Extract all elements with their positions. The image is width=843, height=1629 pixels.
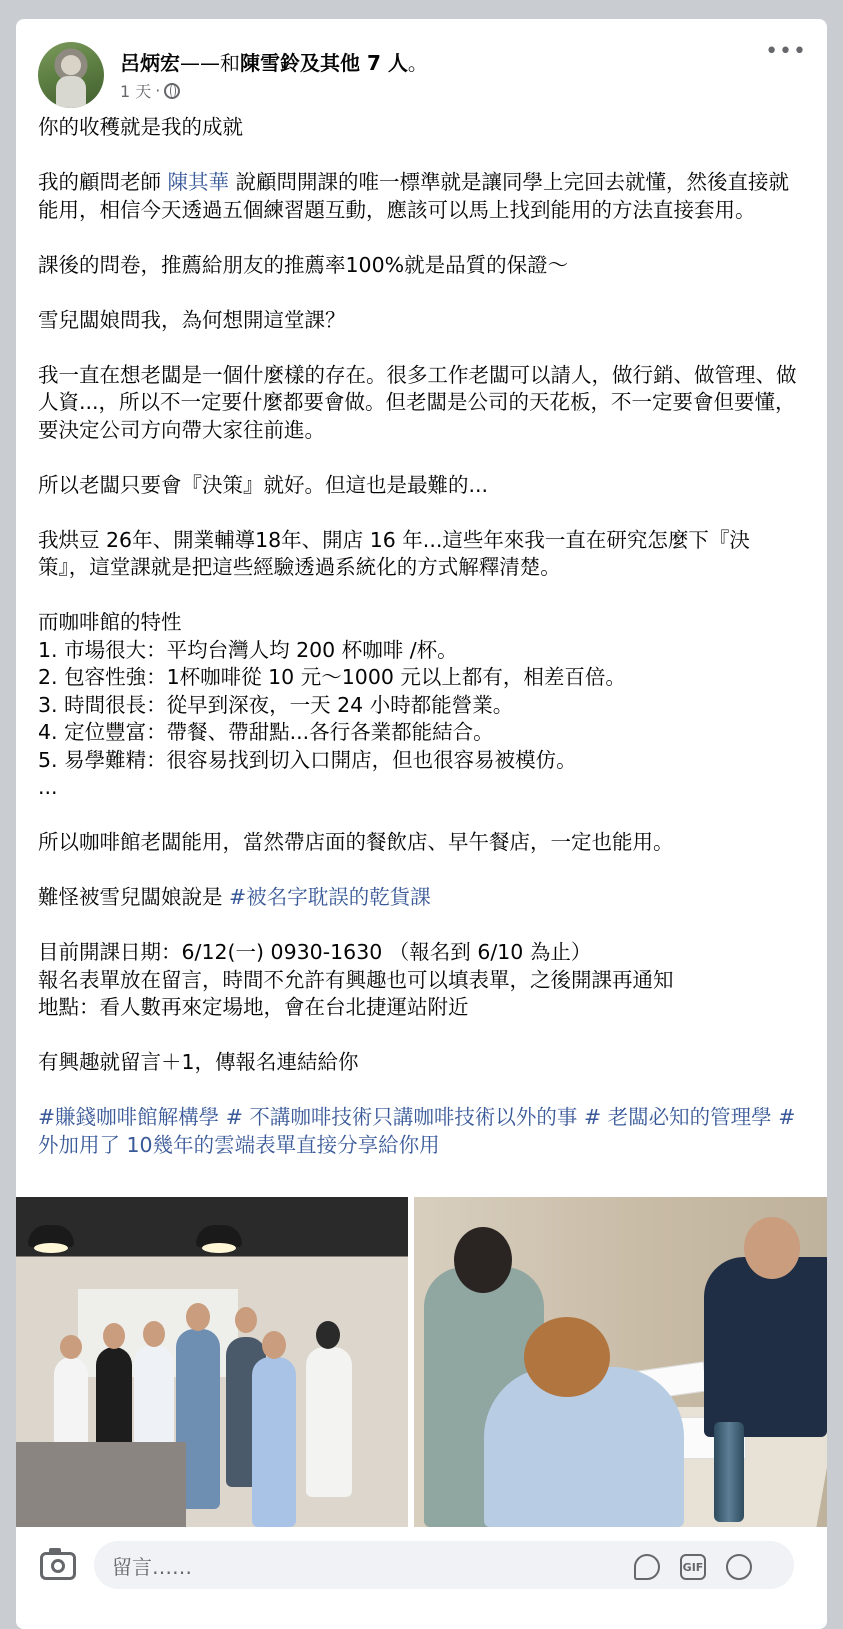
list-item: 2. 包容性強：1杯咖啡從 10 元～1000 元以上都有，相差百倍。 [38,665,626,689]
person-head [524,1317,610,1397]
ceiling-lamp [28,1225,74,1247]
meta-separator: · [155,81,161,100]
course-date: 目前開課日期：6/12(一) 0930-1630 （報名到 6/10 為止） [38,940,592,964]
post-header [16,19,827,111]
paragraph-2 [38,169,798,224]
photo-grid [16,1197,827,1527]
person [306,1347,352,1497]
paragraph-4: 雪兒闆娘問我，為何想開這堂課？ [38,307,346,332]
course-form-note: 報名表單放在留言，時間不允許有興趣也可以填表單，之後開課再通知 [38,967,674,992]
person-head [103,1323,125,1349]
list-item: 5. 易學難精：很容易找到切入口開店，但也很容易被模仿。 [38,747,577,772]
group-photo[interactable] [16,1197,408,1527]
globe-icon [164,83,180,99]
paragraph-1: 你的收穫就是我的成就 [38,115,243,139]
person-head [454,1227,512,1293]
camera-icon[interactable] [40,1552,76,1580]
comment-input[interactable] [94,1541,794,1589]
paragraph-2-after: 說顧問開課的唯一標準就是讓同學上完回去就懂，然後直接就能用，相信今天透過五個練習題互動，應該可以馬上找到能用的方法直接套用。 [38,170,790,222]
person-head [744,1217,800,1279]
author-line-end: 。 [407,51,428,75]
author-avatar[interactable] [38,42,104,108]
paragraph-9: 所以咖啡館老闆能用，當然帶店面的餐飲店、早午餐店，一定也能用。 [38,830,674,854]
hashtag-link[interactable]: # 不講咖啡技術只講咖啡技術以外的事 [225,1105,578,1129]
list-item: 1. 市場很大：平均台灣人均 200 杯咖啡 /杯。 [38,637,458,662]
person [252,1357,296,1527]
more-options-icon[interactable]: ••• [765,39,807,64]
paragraph-2-before: 我的顧問老師 [38,170,168,194]
course-location: 地點：看人數再來定場地，會在台北捷運站附近 [38,995,469,1019]
list-title: 而咖啡館的特性 [38,610,182,634]
paragraph-3: 課後的問卷，推薦給朋友的推薦率100%就是品質的保證～ [38,252,569,277]
person-head [235,1307,257,1333]
post-card [16,19,827,1629]
list-item: 3. 時間很長：從早到深夜，一天 24 小時都能營業。 [38,692,514,717]
comment-placeholder: 留言…… [112,1554,192,1579]
paragraph-7: 我烘豆 26年、開業輔導18年、開店 16 年...這些年來我一直在研究怎麼下『決策』，這堂課就是把這些經驗透過系統化的方式解釋清楚。 [38,527,750,579]
others-link[interactable]: 及其他 7 人 [300,51,408,75]
paragraph-12: 有興趣就留言＋1，傳報名連結給你 [38,1050,359,1074]
hashtags [38,1104,798,1159]
person-head [143,1321,165,1347]
mention-link[interactable]: 陳其華 [167,170,230,194]
paragraph-10 [38,884,798,912]
person [704,1257,827,1437]
tagged-person[interactable]: 陳雪鈴 [240,51,300,75]
hashtag-link[interactable]: # 老闆必知的管理學 [583,1105,772,1129]
post-text [38,114,798,1159]
post-meta [120,79,180,102]
paragraph-5: 我一直在想老闆是一個什麼樣的存在。很多工作老闆可以請人，做行銷、做管理、做人資...，所以不一定要什麼都要會做。但老闆是公司的天花板，不一定要會但要懂，要決定公司方向帶大家往前進。 [38,362,797,442]
person-head [316,1321,340,1349]
hashtag-link[interactable]: #賺錢咖啡館解構學 [38,1105,220,1129]
list-item: ... [38,775,58,799]
person-head [60,1335,82,1359]
gif-icon[interactable]: GIF [680,1554,706,1580]
ceiling-lamp [196,1225,242,1247]
meeting-photo[interactable] [414,1197,827,1527]
list-item: 4. 定位豐富：帶餐、帶甜點...各行各業都能結合。 [38,720,494,744]
water-bottle [714,1422,744,1522]
with-text: ——和 [180,51,240,75]
emoji-icon[interactable] [726,1554,752,1580]
author-name[interactable]: 呂炳宏 [120,51,180,75]
table [16,1442,186,1527]
hashtag-link[interactable]: #被名字耽誤的乾貨課 [229,885,431,909]
post-time[interactable]: 1 天 [120,82,152,101]
avatar-figure [56,76,86,108]
person-head [262,1331,286,1359]
paragraph-10-before: 難怪被雪兒闆娘說是 [38,885,230,909]
author-line [120,47,428,76]
comment-bar [16,1527,827,1629]
paragraph-6: 所以老闆只要會『決策』就好。但這也是最難的... [38,472,489,497]
hashtag-link[interactable]: #外加用了 10幾年的雲端表單直接分享給你用 [38,1105,796,1157]
sticker-icon[interactable] [634,1554,660,1580]
person-head [186,1303,210,1331]
